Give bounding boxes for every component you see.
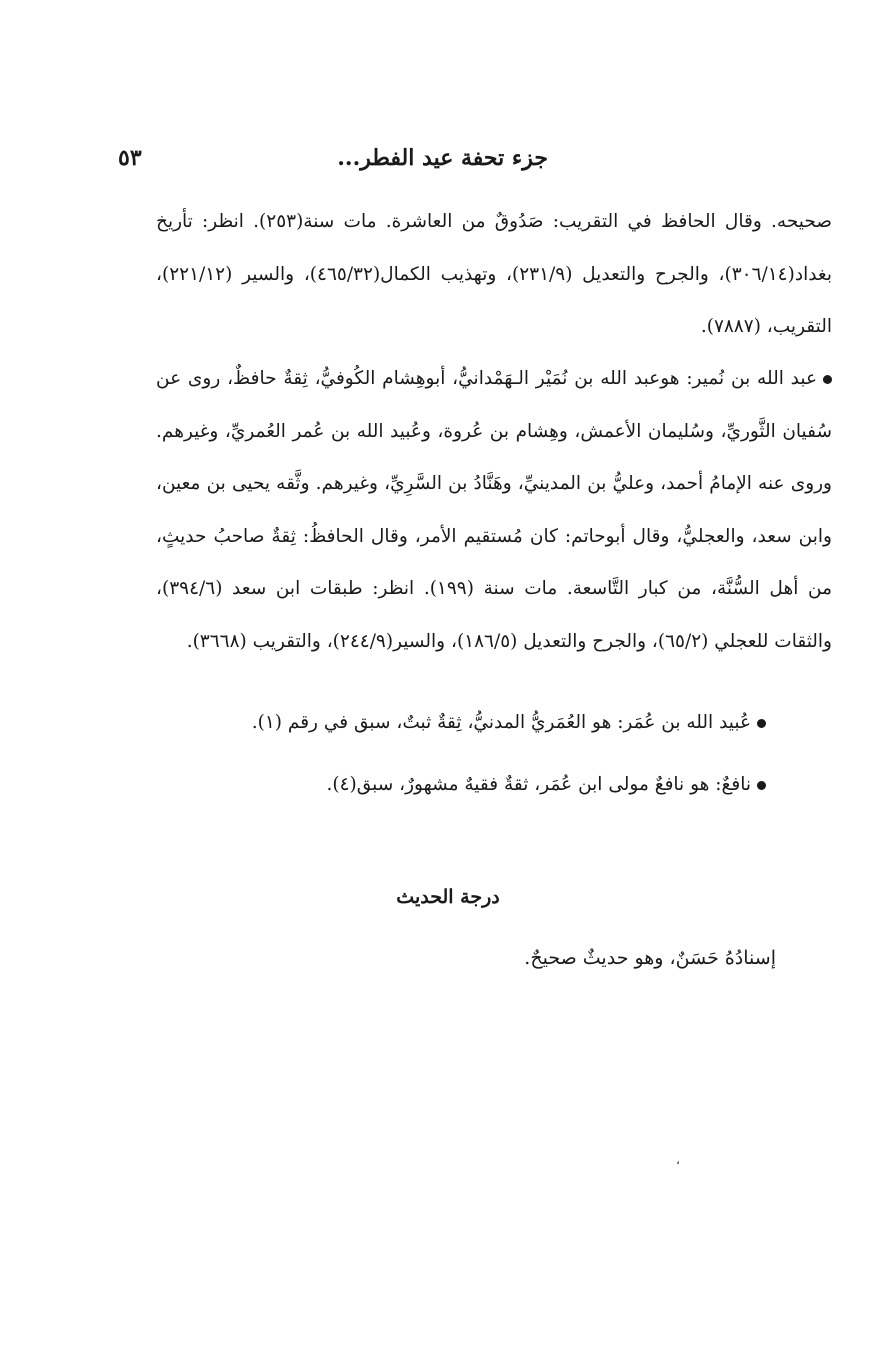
narrator-entry-text: عبد الله بن نُمير: هوعبد الله بن نُمَيْر الـهَمْدانيُّ، أبوهِشام الكُوفيُّ، ثِقةٌ حافظٌ، روى عن سُفيان الثَّوريِّ، وسُليمان الأعمش، وهِشام بن عُروة، وعُبيد الله بن عُمر العُمريِّ، وغيرهم. وروى عنه الإمامُ أحمد، وعليُّ بن المدينيِّ، وهَنَّادُ بن السَّرِيِّ، وغيرهم. وثَّقه يحيى بن معين، وابن سعد، والعجليُّ، وقال أبوحاتم: كان مُستقيم الأمر، وقال الحافظُ: ثِقةٌ صاحبُ حديثٍ، من أهل السُّنَّة، من كبار التَّاسعة. مات سنة (١٩٩). انظر: طبقات ابن سعد (٣٩٤/٦)، والثقات للعجلي (٦٥/٢)، والجرح والتعديل (١٨٦/٥)، والسير(٢٤٤/٩)، والتقريب (٣٦٦٨). — [156, 368, 832, 652]
page-number: ٥٣ — [118, 145, 142, 171]
continuation-paragraph: صحيحه. وقال الحافظ في التقريب: صَدُوقٌ من العاشرة. مات سنة(٢٥٣). انظر: تأريخ بغداد(٣٠٦/١٤)، والجرح والتعديل (٢٣١/٩)، وتهذيب الكمال(٤٦٥/٣٢)، والسير (٢٢١/١٢)، التقريب، (٧٨٨٧). — [156, 211, 833, 337]
grade-heading: درجة الحديث — [396, 886, 500, 908]
narrator-entry-text: عُبيد الله بن عُمَر: هو العُمَريُّ المدنيُّ، ثِقةٌ ثبتٌ، سبق في رقم (١). — [251, 712, 751, 733]
narrator-entry-ibn-numayr — [156, 353, 832, 668]
bullet-icon — [757, 719, 766, 728]
narrator-entry-text: نافعٌ: هو نافعٌ مولى ابن عُمَر، ثقةٌ فقيهٌ مشهورٌ، سبق(٤). — [326, 774, 751, 795]
narrator-entry-ubaydullah — [252, 703, 766, 743]
running-header — [118, 140, 778, 176]
running-title: جزء تحفة عيد الفطر... — [337, 145, 548, 171]
stray-mark: ، — [676, 1153, 680, 1167]
narrator-entry-nafi — [326, 765, 766, 805]
bullet-icon — [757, 781, 766, 790]
grade-statement: إسنادُهُ حَسَنٌ، وهو حديثٌ صحيحٌ. — [524, 947, 776, 969]
bullet-icon — [823, 375, 832, 384]
